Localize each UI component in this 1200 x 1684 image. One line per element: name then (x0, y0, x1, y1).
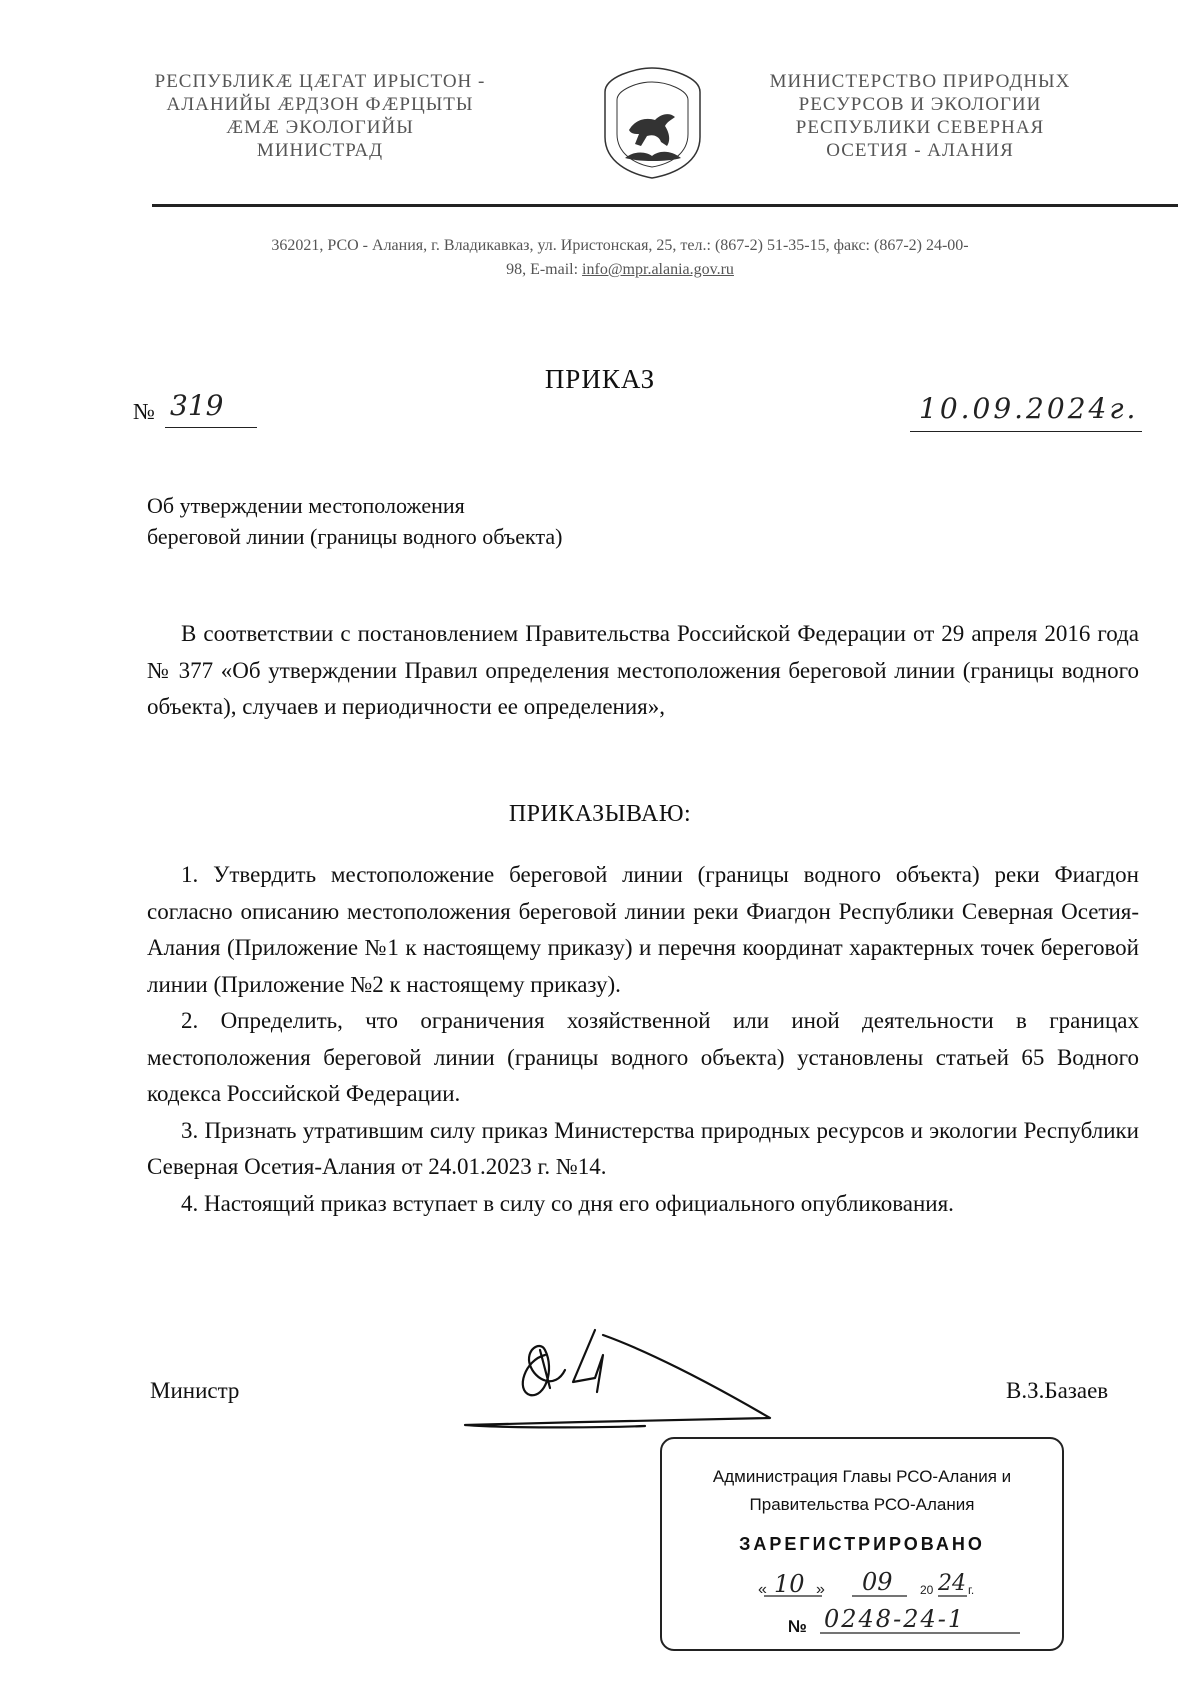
decree-heading: ПРИКАЗЫВАЮ: (508, 801, 692, 827)
header-divider (152, 204, 1178, 207)
order-item: 4. Настоящий приказ вступает в силу со дня его официального опубликования. (181, 1190, 954, 1216)
order-number-label: № (133, 399, 155, 424)
order-number-underline (165, 427, 257, 428)
order-item: 1. Утвердить местоположение береговой линии (границы водного объекта) реки Фиагдон согласно описанию местоположения береговой линии реки Фиагдон Республики Северная Осетия-Алания (Приложение №1 к настоящему приказу) и перечня координат характерных точек береговой линии (Приложение №2 к настоящему приказу). (147, 862, 1139, 997)
order-items (147, 857, 1139, 1222)
header-right-line: ОСЕТИЯ - АЛАНИЯ (826, 140, 1014, 161)
order-number-value: 319 (170, 389, 224, 422)
stamp-year-suffix: 24 (938, 1571, 966, 1596)
subject-line: Об утверждении местоположения (147, 493, 465, 518)
stamp-org-line: Правительства РСО-Алания (749, 1495, 975, 1514)
stamp-reg-number: 0248-24-1 (824, 1605, 966, 1633)
svg-text:«: « (758, 1581, 767, 1598)
document-title: ПРИКАЗ (544, 364, 656, 394)
stamp-year-prefix: 20 (920, 1583, 934, 1597)
order-item: 2. Определить, что ограничения хозяйственной или иной деятельности в границах местоположения береговой линии (границы водного объекта) установлены статьей 65 Водного кодекса Российской Федерации. (147, 1008, 1139, 1106)
order-number-handwritten (166, 389, 246, 425)
stamp-year-mark: г. (968, 1583, 975, 1597)
header-ministry-name (740, 70, 1100, 162)
order-date-underline (910, 431, 1142, 432)
stamp-number-label: № (788, 1617, 807, 1636)
svg-text:»: » (816, 1581, 825, 1598)
header-left-line: МИНИСТРАД (256, 140, 384, 161)
header-left-line: АЛАНИЙЫ ÆРДЗОН ФÆРЦЫТЫ (166, 94, 474, 115)
address-line-prefix: 98, E-mail: (506, 261, 583, 278)
subject-line: береговой линии (границы водного объекта) (147, 524, 563, 549)
header-left-line: РЕСПУБЛИКÆ ЦÆГАТ ИРЫСТОН - (154, 71, 486, 92)
stamp-day: 10 (774, 1570, 805, 1598)
order-item: 3. Признать утратившим силу приказ Министерства природных ресурсов и экологии Республики Северная Осетия-Алания от 24.01.2023 г. №14. (147, 1117, 1139, 1179)
order-date-handwritten (915, 392, 1155, 428)
order-subject (147, 490, 562, 552)
stamp-date (752, 1566, 1012, 1602)
header-right-line: МИНИСТЕРСТВО ПРИРОДНЫХ (769, 71, 1071, 92)
order-date-value: 10.09.2024г. (919, 392, 1139, 425)
header-address (120, 234, 1120, 282)
intro-paragraph: В соответствии с постановлением Правительства Российской Федерации от 29 апреля 2016 года № 377 «Об утверждении Правил определения местоположения береговой линии (границы водного объекта), случаев и периодичности ее определения», (147, 621, 1139, 719)
stamp-registration-number (780, 1599, 1040, 1635)
coat-of-arms-emblem (595, 62, 710, 182)
signer-name: В.З.Базаев (1006, 1378, 1109, 1403)
stamp-organization (662, 1463, 1062, 1519)
header-left-line: ÆМÆ ЭКОЛОГИЙЫ (226, 117, 414, 138)
address-line: 362021, РСО - Алания, г. Владикавказ, ул. Иристонская, 25, тел.: (867-2) 51-35-15, факс: (867-2) 24-00- (271, 237, 969, 254)
signer-role: Министр (150, 1378, 240, 1403)
stamp-org-line: Администрация Главы РСО-Алания и (712, 1467, 1012, 1486)
email-link[interactable]: info@mpr.alania.gov.ru (582, 261, 734, 278)
registration-stamp (660, 1437, 1064, 1651)
stamp-month: 09 (862, 1568, 893, 1596)
handwritten-signature (445, 1310, 825, 1440)
header-ossetian-name (120, 70, 520, 162)
stamp-status: ЗАРЕГИСТРИРОВАНО (739, 1534, 985, 1554)
header-right-line: РЕСУРСОВ И ЭКОЛОГИИ (798, 94, 1042, 115)
header-right-line: РЕСПУБЛИКИ СЕВЕРНАЯ (795, 117, 1045, 138)
